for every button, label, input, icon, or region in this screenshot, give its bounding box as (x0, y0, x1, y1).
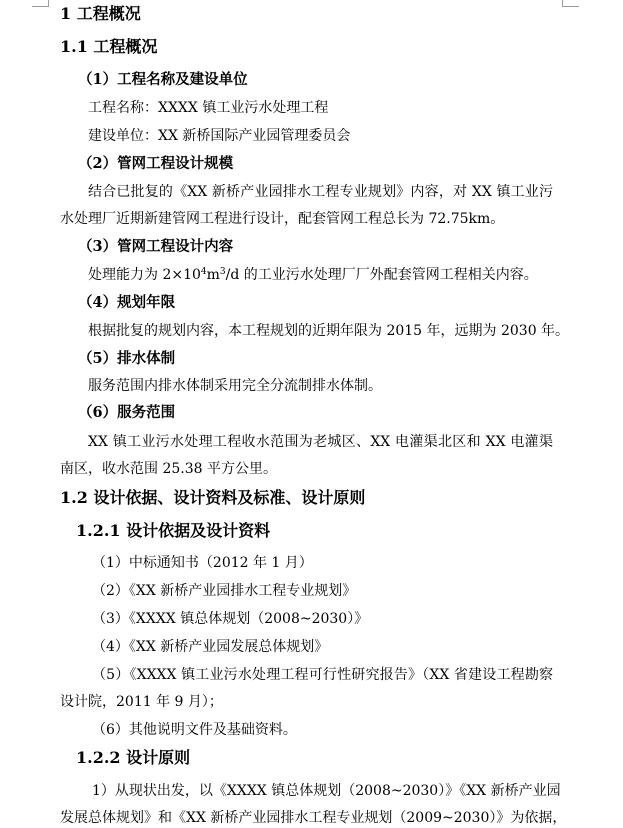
builder-line: 建设单位：XX 新桥国际产业园管理委员会 (88, 128, 351, 144)
reference-item: （5）《XXXX 镇工业污水处理工程可行性研究报告》（XX 省建设工程勘察 (92, 667, 553, 683)
principle-line: 1）从现状出发，以《XXXX 镇总体规划（2008~2030）》《XX 新桥产业园 (92, 783, 561, 799)
subsection-heading-1-2-2: 1.2.2 设计原则 (76, 748, 191, 767)
reference-item: （3）《XXXX 镇总体规划（2008~2030）》 (92, 611, 369, 627)
chapter-heading: 1 工程概况 (60, 4, 141, 23)
section-heading-1-1: 1.1 工程概况 (60, 37, 158, 56)
principle-line: 发展总体规划》和《XX 新桥产业园排水工程专业规划（2009~2030）》为依据， (60, 810, 567, 826)
paragraph-line: 服务范围内排水体制采用完全分流制排水体制。 (88, 378, 382, 394)
project-name-line: 工程名称：XXXX 镇工业污水处理工程 (88, 100, 329, 116)
paragraph-line: 根据批复的规划内容，本工程规划的近期年限为 2015 年，远期为 2030 年。 (88, 323, 570, 339)
paragraph-line: 水处理厂近期新建管网工程进行设计，配套管网工程总长为 72.75km。 (60, 211, 505, 227)
reference-item-continuation: 设计院，2011 年 9 月）； (60, 694, 223, 710)
subsection-title-5: （5）排水体制 (78, 350, 176, 367)
reference-item: （6）其他说明文件及基础资料。 (92, 722, 297, 738)
subsection-title-4: （4）规划年限 (78, 294, 176, 311)
subsection-title-1: （1）工程名称及建设单位 (78, 71, 248, 88)
subsection-heading-1-2-1: 1.2.1 设计依据及设计资料 (76, 521, 271, 540)
crop-mark-left (32, 0, 49, 7)
subsection-title-2: （2）管网工程设计规模 (78, 155, 234, 172)
section-heading-1-2: 1.2 设计依据、设计资料及标准、设计原则 (60, 488, 366, 507)
reference-item: （1）中标通知书（2012 年 1 月） (92, 555, 313, 571)
subsection-title-3: （3）管网工程设计内容 (78, 238, 234, 255)
paragraph-line: 南区，收水范围 25.38 平方公里。 (60, 461, 277, 477)
subsection-title-6: （6）服务范围 (78, 404, 176, 421)
paragraph-line: 结合已批复的《XX 新桥产业园排水工程专业规划》内容，对 XX 镇工业污 (88, 184, 553, 200)
capacity-line: 处理能力为 $2\times 10^4m^3/d$ 的工业污水处理厂厂外配套管网工程相关内容。 (88, 267, 538, 283)
paragraph-line: XX 镇工业污水处理工程收水范围为老城区、XX 电灌渠北区和 XX 电灌渠 (88, 434, 553, 450)
reference-item: （2）《XX 新桥产业园排水工程专业规划》 (92, 583, 357, 599)
reference-item: （4）《XX 新桥产业园发展总体规划》 (92, 639, 329, 655)
